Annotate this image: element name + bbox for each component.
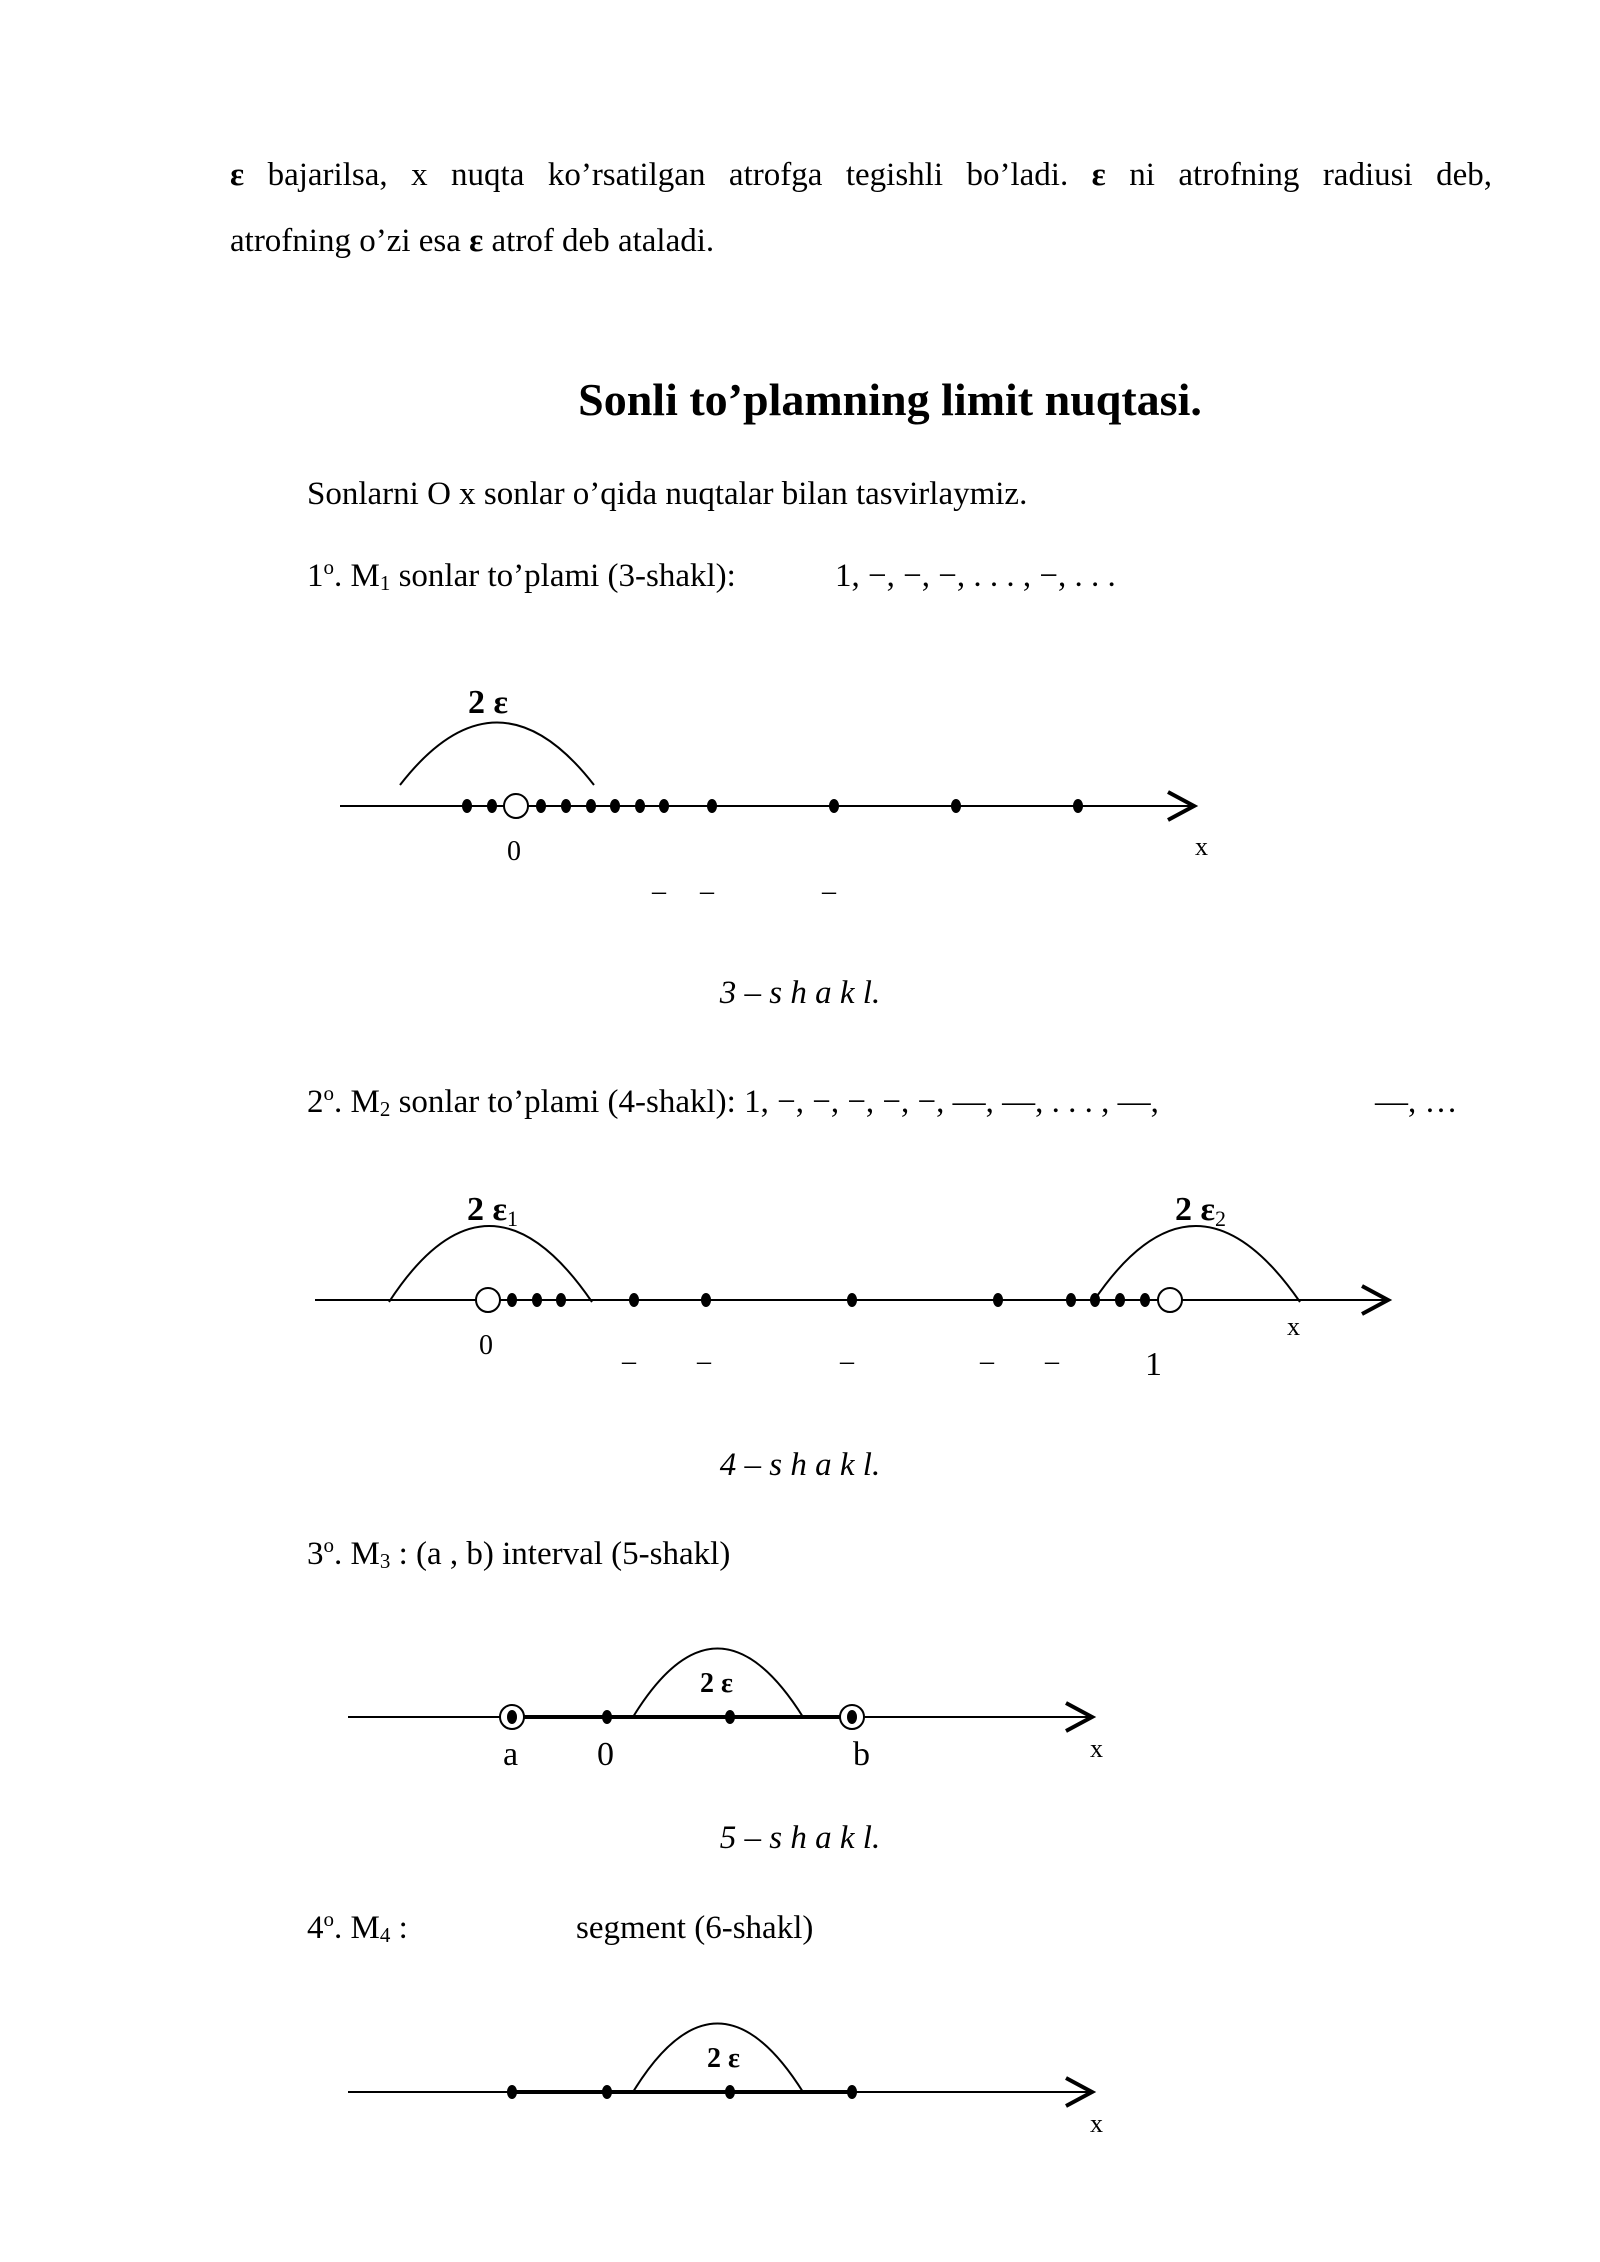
axis-label: x	[1287, 1312, 1300, 1341]
axis-label: x	[1195, 832, 1208, 861]
point	[602, 2085, 612, 2099]
figure-3-caption: 3 – s h a k l.	[719, 975, 881, 1011]
item-3	[307, 1534, 730, 1574]
point	[602, 1710, 612, 1724]
point	[532, 1293, 542, 1307]
point	[701, 1293, 711, 1307]
intro-text: bajarilsa, x nuqta ko’rsatilgan atrofga tegishli bo’ladi.	[244, 157, 1092, 193]
point	[725, 2085, 735, 2099]
dash-label: –	[652, 876, 666, 907]
item-number: 4	[307, 1910, 324, 1946]
number-line-5	[348, 1703, 1092, 1731]
point	[507, 1293, 517, 1307]
intro-text: atrof deb ataladi.	[483, 223, 715, 259]
point	[1115, 1293, 1125, 1307]
dash-label: –	[840, 1346, 854, 1377]
limit-point-zero	[504, 794, 528, 818]
point	[507, 1710, 517, 1724]
item-number: 3	[307, 1536, 324, 1572]
epsilon-arc-2	[1093, 1226, 1300, 1302]
epsilon-label-1: 2 ε1	[467, 1191, 519, 1231]
limit-point-one	[1158, 1288, 1182, 1312]
point	[829, 799, 839, 813]
set-subscript: 3	[379, 1549, 391, 1573]
set-name: . M	[334, 1910, 380, 1946]
item-text: sonlar to’plami (3-shakl):	[390, 558, 736, 594]
epsilon-arc	[400, 723, 594, 786]
point	[707, 799, 717, 813]
intro-text: ni atrofning radiusi deb,	[1105, 157, 1493, 193]
point	[847, 2085, 857, 2099]
section-heading: Sonli to’plamning limit nuqtasi.	[578, 374, 1202, 425]
set-name: . M	[334, 558, 380, 594]
number-line-6	[348, 2078, 1092, 2106]
set-subscript: 2	[379, 1097, 391, 1121]
item-4	[307, 1908, 408, 1948]
axis-label: x	[1090, 2109, 1103, 2138]
sequence-1: 1, −, −, −, . . . , −, . . .	[835, 558, 1116, 594]
degree-mark: o	[323, 1081, 334, 1105]
dash-label: –	[697, 1346, 711, 1377]
paragraph-text: Sonlarni O x sonlar o’qida nuqtalar bilan tasvirlaymiz.	[307, 476, 1028, 512]
point	[847, 1710, 857, 1724]
item-4-text: segment (6-shakl)	[576, 1910, 814, 1946]
point	[1066, 1293, 1076, 1307]
epsilon-label: 2 ε	[700, 1668, 733, 1699]
set-subscript: 4	[379, 1923, 391, 1947]
point	[1140, 1293, 1150, 1307]
point	[629, 1293, 639, 1307]
axis-label: x	[1090, 1734, 1103, 1763]
point	[586, 799, 596, 813]
figure-4-caption: 4 – s h a k l.	[719, 1447, 881, 1483]
item-number: 1	[307, 558, 324, 594]
point	[610, 799, 620, 813]
set-name: . M	[334, 1536, 380, 1572]
degree-mark: o	[323, 1533, 334, 1557]
point	[659, 799, 669, 813]
zero-label: 0	[479, 1330, 493, 1361]
a-label: a	[503, 1736, 519, 1773]
limit-point-zero	[476, 1288, 500, 1312]
degree-mark: o	[323, 555, 334, 579]
point	[462, 799, 472, 813]
epsilon-symbol: ε	[1091, 157, 1106, 193]
item-number: 2	[307, 1084, 324, 1120]
point	[561, 799, 571, 813]
point	[487, 799, 497, 813]
item-text: : (a , b) interval (5-shakl)	[390, 1536, 731, 1572]
epsilon-label-2: 2 ε2	[1175, 1191, 1227, 1231]
point	[635, 799, 645, 813]
sequence-2-tail: —, …	[1375, 1084, 1458, 1120]
item-text: :	[390, 1910, 408, 1946]
point	[847, 1293, 857, 1307]
point	[536, 799, 546, 813]
zero-label: 0	[507, 836, 521, 867]
epsilon-label: 2 ε	[468, 684, 509, 721]
set-subscript: 1	[379, 571, 391, 595]
epsilon-symbol: ε	[469, 223, 484, 259]
item-2	[307, 1082, 1159, 1122]
b-label: b	[853, 1736, 870, 1773]
figure-5-caption: 5 – s h a k l.	[719, 1820, 881, 1856]
intro-text: atrofning o’zi esa	[230, 223, 470, 259]
point	[507, 2085, 517, 2099]
point	[951, 799, 961, 813]
dash-label: –	[700, 876, 714, 907]
set-name: . M	[334, 1084, 380, 1120]
dash-label: –	[822, 876, 836, 907]
epsilon-symbol: ε	[230, 157, 245, 193]
epsilon-label: 2 ε	[707, 2043, 740, 2074]
zero-label: 0	[597, 1736, 614, 1773]
point	[1090, 1293, 1100, 1307]
degree-mark: o	[323, 1907, 334, 1931]
point	[993, 1293, 1003, 1307]
dash-label: –	[980, 1346, 994, 1377]
dash-label: –	[622, 1346, 636, 1377]
point	[725, 1710, 735, 1724]
item-text: sonlar to’plami (4-shakl): 1, −, −, −, −, −, —, —, . . . , —,	[390, 1084, 1159, 1120]
point	[556, 1293, 566, 1307]
dash-label: –	[1045, 1346, 1059, 1377]
one-label: 1	[1145, 1346, 1162, 1383]
point	[1073, 799, 1083, 813]
